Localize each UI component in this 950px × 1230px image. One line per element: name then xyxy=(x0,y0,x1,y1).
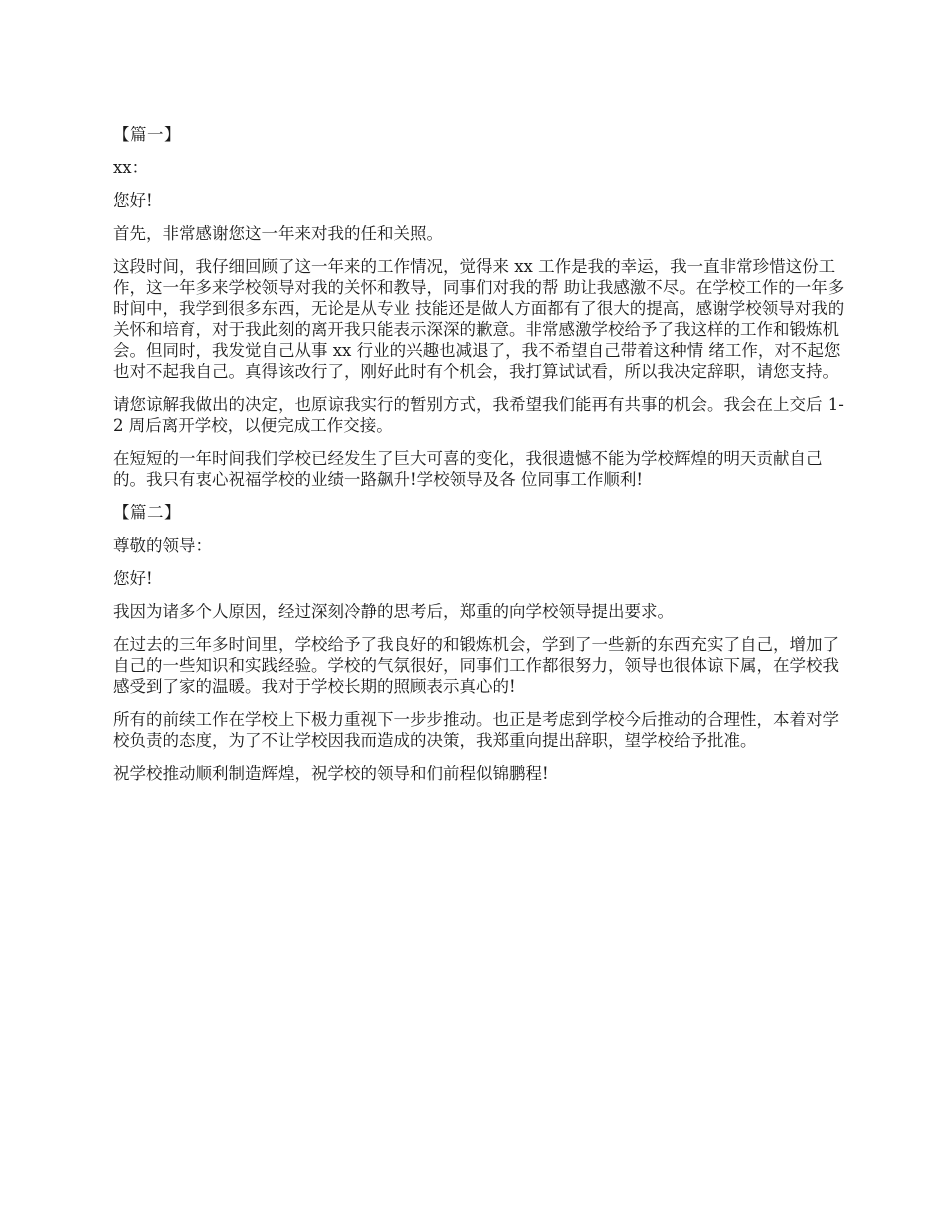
section-heading: 【篇二】 xyxy=(113,503,181,522)
paragraph: 首先，非常感谢您这一年来对我的任和关照。 xyxy=(113,224,443,243)
paragraph: 在短短的一年时间我们学校已经发生了巨大可喜的变化，我很遗憾不能为学校辉煌的明天贡献自己的。我只有衷心祝福学校的业绩一路飙升!学校领导及各 位同事工作顺利! xyxy=(113,449,823,489)
paragraph: 祝学校推动顺利制造辉煌，祝学校的领导和们前程似锦鹏程! xyxy=(113,764,549,783)
greeting: 您好! xyxy=(113,191,153,210)
section-heading: 【篇一】 xyxy=(113,125,181,144)
paragraph: 我因为诸多个人原因，经过深刻冷静的思考后，郑重的向学校领导提出要求。 xyxy=(113,602,674,621)
greeting: 您好! xyxy=(113,569,153,588)
paragraph: 请您谅解我做出的决定，也原谅我实行的暂别方式，我希望我们能再有共事的机会。我会在上交后 1-2 周后离开学校，以便完成工作交接。 xyxy=(113,395,844,435)
paragraph: 在过去的三年多时间里，学校给予了我良好的和锻炼机会，学到了一些新的东西充实了自己，增加了自己的一些知识和实践经验。学校的气氛很好，同事们工作都很努力，领导也很体谅下属，在学校我感受到了家的温暖。我对于学校长期的照顾表示真心的! xyxy=(113,635,839,696)
document-page xyxy=(113,124,845,796)
paragraph: 这段时间，我仔细回顾了这一年来的工作情况，觉得来 xx 工作是我的幸运，我一直非常珍惜这份工作，这一年多来学校领导对我的关怀和教导，同事们对我的帮 助让我感激不尽。在学校工作的一年多时间中，我学到很多东西，无论是从专业 技能还是做人方面都有了很大的提高，感谢学校领导对我的关怀和培育，对于我此刻的离开我只能表示深深的歉意。非常感激学校给予了我这样的工作和锻炼机 会。但同时，我发觉自己从事 xx 行业的兴趣也减退了，我不希望自己带着这种情 绪工作，对不起您也对不起我自己。真得该改行了，刚好此时有个机会，我打算试试看，所以我决定辞职，请您支持。 xyxy=(113,257,845,381)
salutation: xx： xyxy=(113,158,149,177)
salutation: 尊敬的领导： xyxy=(113,536,212,555)
paragraph: 所有的前续工作在学校上下极力重视下一步步推动。也正是考虑到学校今后推动的合理性，本着对学校负责的态度，为了不让学校因我而造成的决策，我郑重向提出辞职，望学校给予批准。 xyxy=(113,710,839,750)
